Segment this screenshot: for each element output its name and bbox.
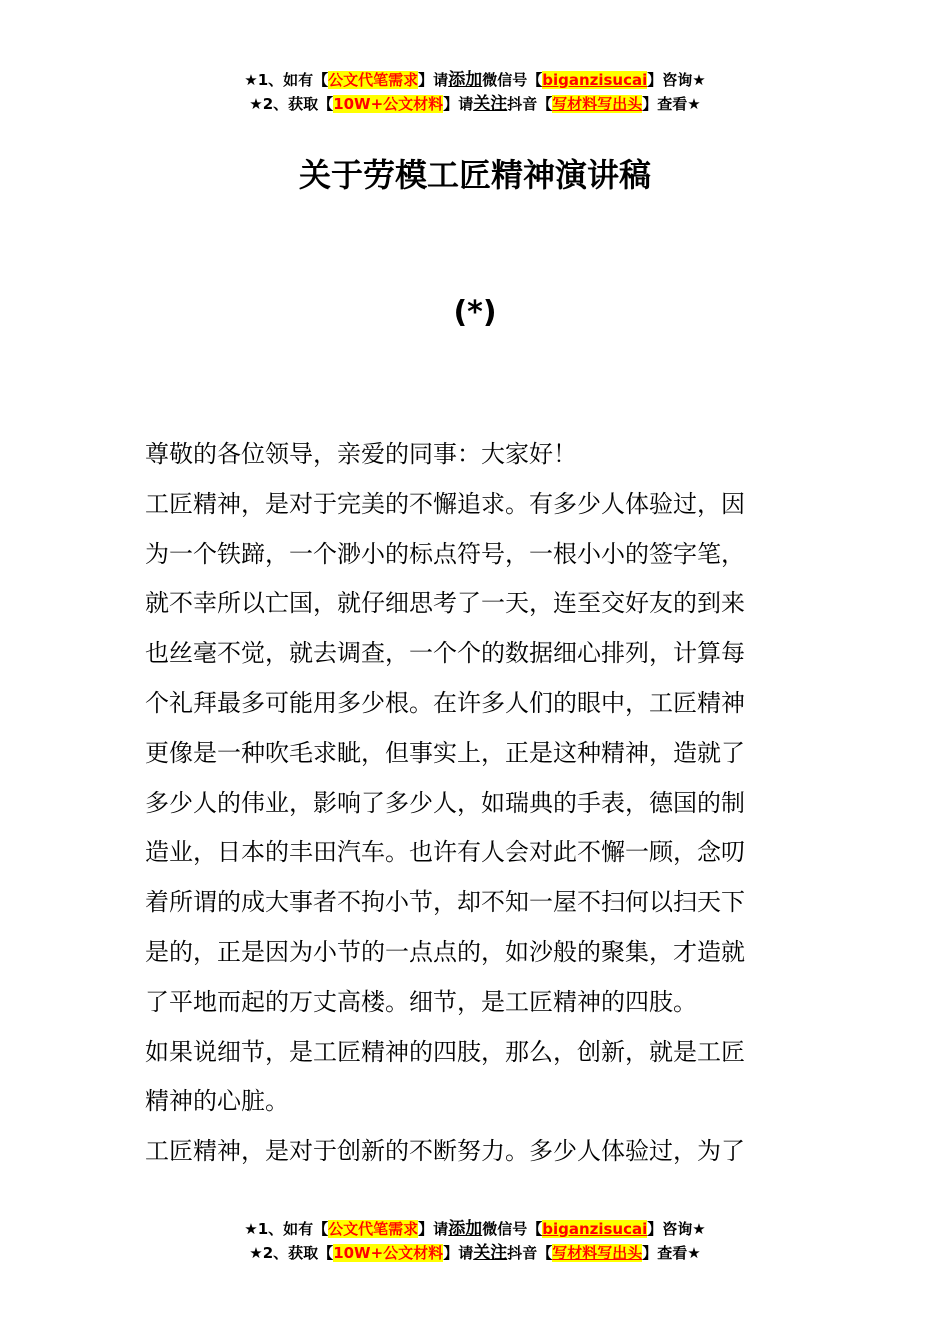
douyin-id: 写材料写出头 [552, 95, 643, 113]
text-line: 多少人的伟业，影响了多少人，如瑞典的手表，德国的制 [145, 788, 745, 817]
text: 】请 [443, 1244, 474, 1262]
text: 抖音【 [507, 95, 553, 113]
text-line: 就不幸所以亡国，就仔细思考了一天，连至交好友的到来 [145, 589, 745, 618]
text: 】查看★ [642, 1244, 701, 1262]
emphasis-text: 关注 [473, 1243, 508, 1263]
text-line: 个礼拜最多可能用多少根。在许多人们的眼中，工匠精神 [145, 688, 745, 717]
text: ★2、获取【 [249, 95, 334, 113]
highlight-text: 公文代笔需求 [328, 71, 419, 89]
document-subtitle: (*) [453, 295, 497, 330]
text: 】咨询★ [647, 1220, 706, 1238]
text-line: 如果说细节，是工匠精神的四肢，那么，创新，就是工匠 [145, 1037, 745, 1066]
text: ★1、如有【 [244, 1220, 329, 1238]
wechat-id: biganzisucai [542, 71, 648, 89]
highlight-text: 10W+公文材料 [333, 1244, 444, 1262]
text-line: 为一个铁蹄，一个渺小的标点符号，一根小小的签字笔， [145, 539, 745, 568]
highlight-text: 10W+公文材料 [333, 95, 444, 113]
emphasis-text: 添加 [448, 70, 483, 90]
document-title: 关于劳模工匠精神演讲稿 [298, 156, 651, 194]
text-line: 造业，日本的丰田汽车。也许有人会对此不懈一顾，念叨 [145, 838, 745, 867]
document-body [145, 430, 825, 1177]
text-line: 尊敬的各位领导，亲爱的同事：大家好！ [145, 440, 577, 468]
text: 微信号【 [482, 71, 543, 89]
text-line: 也丝毫不觉，就去调查，一个个的数据细心排列，计算每 [145, 639, 745, 668]
emphasis-text: 添加 [448, 1219, 483, 1239]
banner-row-2 [0, 1241, 950, 1265]
text: ★2、获取【 [249, 1244, 334, 1262]
text: ★1、如有【 [244, 71, 329, 89]
text: 】查看★ [642, 95, 701, 113]
text-line: 更像是一种吹毛求眦，但事实上，正是这种精神，造就了 [145, 738, 745, 767]
text-line: 工匠精神，是对于创新的不断努力。多少人体验过，为了 [145, 1137, 745, 1166]
wechat-id: biganzisucai [542, 1220, 648, 1238]
highlight-text: 公文代笔需求 [328, 1220, 419, 1238]
text-line: 工匠精神，是对于完美的不懈追求。有多少人体验过，因 [145, 489, 745, 518]
douyin-id: 写材料写出头 [552, 1244, 643, 1262]
emphasis-text: 关注 [473, 94, 508, 114]
text-line: 了平地而起的万丈高楼。细节，是工匠精神的四肢。 [145, 987, 697, 1016]
text: 】请 [443, 95, 474, 113]
text: 】咨询★ [647, 71, 706, 89]
text: 微信号【 [482, 1220, 543, 1238]
header-banner [0, 68, 950, 116]
text-line: 着所谓的成大事者不拘小节，却不知一屋不扫何以扫天下 [145, 888, 745, 917]
text: 】请 [418, 1220, 449, 1238]
text-line: 精神的心脏。 [145, 1087, 289, 1116]
banner-row-2 [0, 92, 950, 116]
text: 抖音【 [507, 1244, 553, 1262]
text-line: 是的，正是因为小节的一点点的，如沙般的聚集，才造就 [145, 937, 745, 966]
footer-banner [0, 1217, 950, 1265]
banner-row-1 [0, 68, 950, 92]
banner-row-1 [0, 1217, 950, 1241]
text: 】请 [418, 71, 449, 89]
